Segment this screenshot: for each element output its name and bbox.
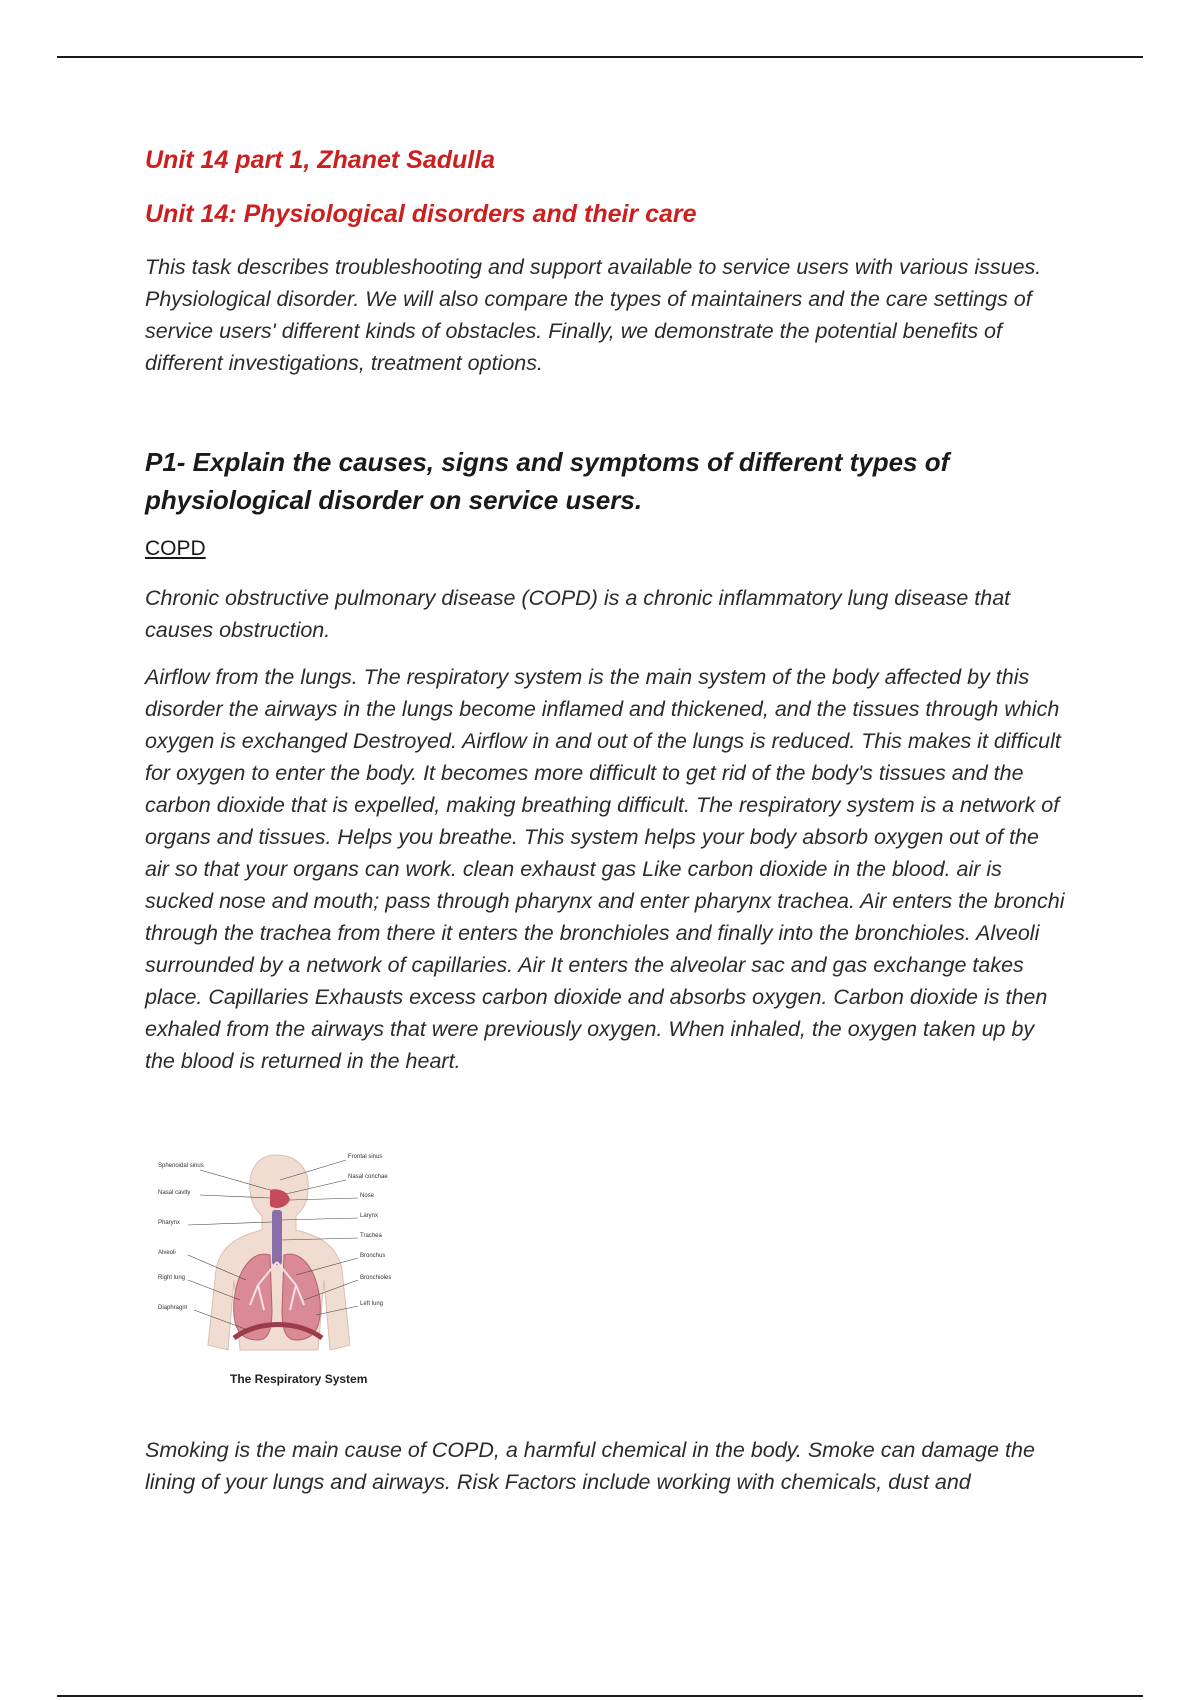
label-sphenoidal-sinus: Sphenoidal sinus — [158, 1163, 204, 1169]
label-bronchioles: Bronchioles — [360, 1275, 392, 1281]
bottom-rule — [57, 1695, 1143, 1697]
label-larynx: Larynx — [360, 1213, 379, 1219]
body-paragraph: Airflow from the lungs. The respiratory system is the main system of the body affected by this disorder the airways in the lungs become inflamed and thickened, and the tissues through which oxygen is exchanged Destroyed. Airflow in and out of the lungs is reduced. This makes it difficult for oxygen to enter the body. It becomes more difficult to get rid of the body's tissues and the carbon dioxide that is expelled, making breathing difficult. The respiratory system is a network of organs and tissues. Helps you breathe. This system helps your body absorb oxygen out of the air so that your organs can work. clean exhaust gas Like carbon dioxide in the blood. air is sucked nose and mouth; pass through pharynx and enter pharynx trachea. Air enters the bronchi through the trachea from there it enters the bronchioles and finally into the bronchioles. Alveoli surrounded by a network of capillaries. Air It enters the alveolar sac and gas exchange takes place. Capillaries Exhausts excess carbon dioxide and absorbs oxygen. Carbon dioxide is then exhaled from the airways that were previously oxygen. When inhaled, the oxygen taken up by the blood is returned in the heart. — [145, 665, 1065, 1073]
label-pharynx: Pharynx — [158, 1220, 181, 1226]
label-right-lung: Right lung — [158, 1275, 186, 1281]
smoking-paragraph: Smoking is the main cause of COPD, a harmful chemical in the body. Smoke can damage the lining of your lungs and airways. Risk Factors include working with chemicals, dust and — [145, 1438, 1035, 1494]
intro-paragraph: This task describes troubleshooting and support available to service users with various issues. Physiological disorder. We will also compare the types of maintainers and the care settings of service users' different kinds of obstacles. Finally, we demonstrate the potential benefits of different investigations, treatment options. — [145, 255, 1042, 375]
definition-paragraph: Chronic obstructive pulmonary disease (COPD) is a chronic inflammatory lung disease that causes obstruction. — [145, 586, 1011, 642]
label-alveoli: Alveoli — [158, 1250, 176, 1256]
top-rule — [57, 56, 1143, 58]
label-nose: Nose — [360, 1193, 375, 1199]
label-diaphragm: Diaphragm — [158, 1305, 188, 1311]
label-nasal-conchae: Nasal conchae — [348, 1174, 388, 1180]
figure-caption: The Respiratory System — [230, 1372, 368, 1386]
section-subheading: COPD — [145, 537, 206, 560]
document-title: Unit 14 part 1, Zhanet Sadulla — [145, 146, 496, 174]
label-left-lung: Left lung — [360, 1301, 384, 1307]
label-frontal-sinus: Frontal sinus — [348, 1154, 383, 1160]
respiratory-system-figure — [158, 1150, 398, 1390]
section-heading: P1- Explain the causes, signs and symptoms of different types of physiological disorder on service users. — [145, 447, 950, 515]
label-nasal-cavity: Nasal cavity — [158, 1190, 191, 1196]
label-bronchus: Bronchus — [360, 1253, 386, 1259]
respiratory-diagram — [158, 1150, 398, 1370]
label-trachea: Trachea — [360, 1233, 382, 1239]
document-subtitle: Unit 14: Physiological disorders and their care — [145, 200, 697, 228]
